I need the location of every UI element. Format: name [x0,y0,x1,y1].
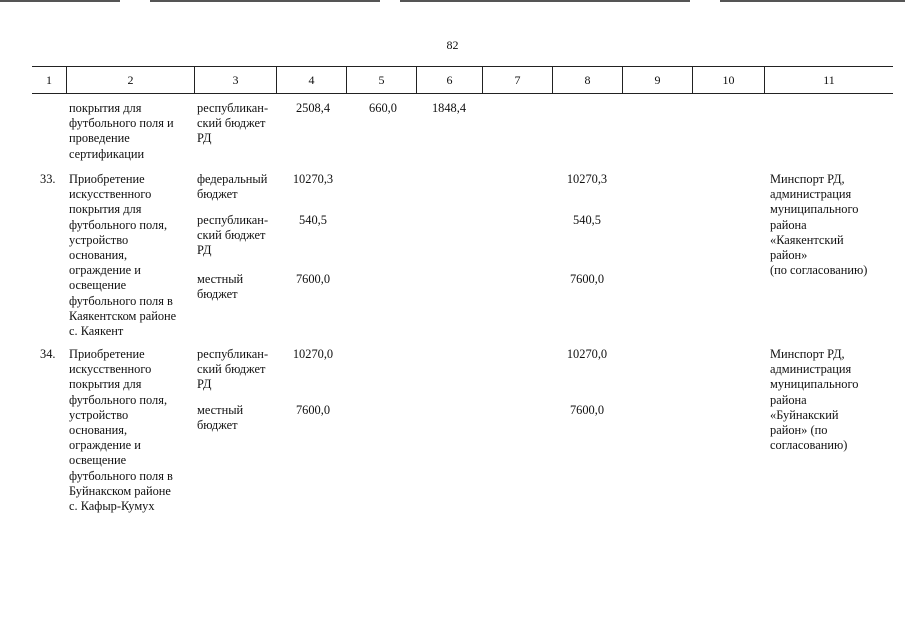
scan-edge-line [0,0,120,2]
value-col-5: 660,0 [369,101,397,115]
value-col-4: 7600,0 [295,272,331,286]
value-col-8: 7600,0 [569,272,605,286]
source-label: местный бюджет [197,403,244,433]
source-label: федеральный бюджет [197,172,268,202]
value-col-4: 540,5 [299,213,327,227]
header-cell-8: 8 [552,67,622,93]
header-cell-5: 5 [346,67,416,93]
value-col-8: 540,5 [573,213,601,227]
row-name: покрытия для футбольного поля и проведение сертификации [69,101,174,161]
value-col-8: 7600,0 [569,403,605,417]
page-number: 82 [446,38,459,52]
source-label: республикан- ский бюджет РД [197,347,269,392]
value-col-8: 10270,3 [566,172,608,186]
value-col-6: 1848,4 [431,101,467,115]
header-cell-7: 7 [482,67,552,93]
row-name: Приобретение искусственного покрытия для футбольного поля, устройство основания, ограждение и освещение футбольного поля в Каякентском районе с. Каякент [69,172,177,339]
source-label: республикан- ский бюджет РД [197,101,269,146]
scan-edge-line [400,0,690,2]
value-col-4: 10270,0 [292,347,334,361]
header-cell-10: 10 [692,67,764,93]
row-number: 34. [40,347,56,361]
scan-edge-line [150,0,380,2]
header-cell-2: 2 [66,67,194,93]
executor: Минспорт РД, администрация муниципального района «Буйнакский район» (по согласованию) [770,347,859,453]
row-number: 33. [40,172,56,186]
row-name: Приобретение искусственного покрытия для футбольного поля, устройство основания, ограждение и освещение футбольного поля в Буйнакском районе с. Кафыр-Кумух [69,347,173,514]
header-cell-1: 1 [46,73,52,87]
value-col-4: 10270,3 [292,172,334,186]
source-label: республикан- ский бюджет РД [197,213,269,258]
source-label: местный бюджет [197,272,244,302]
value-col-8: 10270,0 [566,347,608,361]
header-cell-9: 9 [622,67,692,93]
value-col-4: 7600,0 [295,403,331,417]
header-cell-6: 6 [416,67,482,93]
header-cell-4: 4 [276,67,346,93]
executor: Минспорт РД, администрация муниципального района «Каякентский район» (по согласованию) [770,172,868,278]
table-header-row [32,66,893,94]
value-col-4: 2508,4 [295,101,331,115]
scan-edge-line [720,0,905,2]
header-cell-3: 3 [194,67,276,93]
header-cell-11: 11 [764,67,893,93]
